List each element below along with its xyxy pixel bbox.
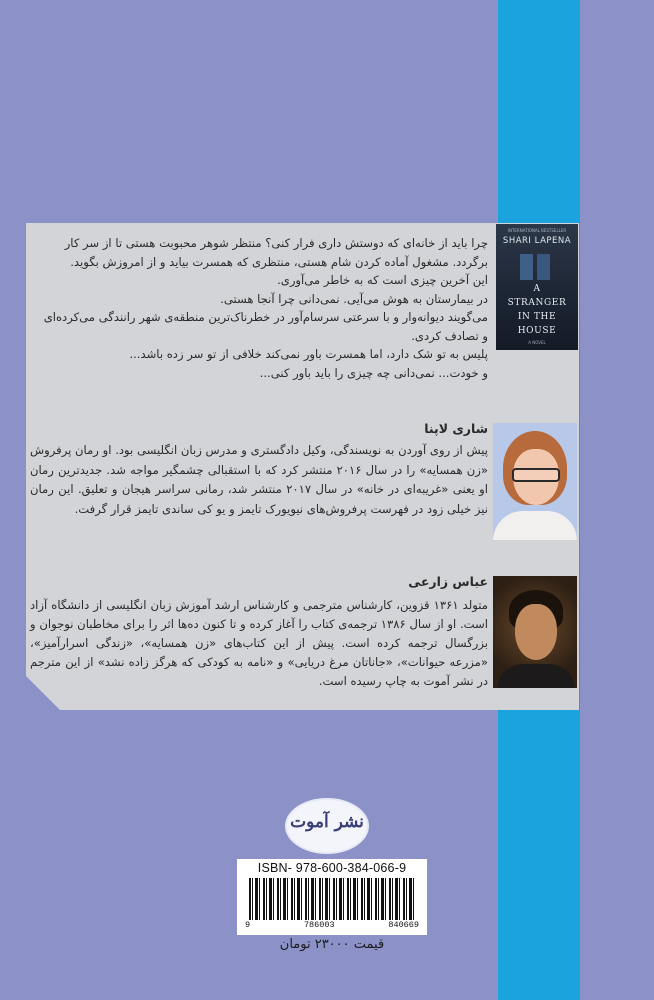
publisher-logo [287,800,367,852]
cover-author: SHARI LAPENA [502,236,572,246]
cover-title [500,282,574,338]
author-photo [493,423,577,540]
blurb-line: چرا باید از خانه‌ای که دوستش داری فرار کنی؟ منتظر شوهر محبوبت هستی تا از سر کار [64,236,488,250]
right-edge-band [580,0,654,1000]
cover-window [520,254,533,280]
blurb-line: می‌گویند دیوانه‌وار و با سرعتی سرسام‌آور در خطرناک‌ترین منطقه‌ی شهر رانندگی می‌کرده‌ای [43,310,488,324]
barcode-digits [239,920,425,930]
isbn-barcode-block [237,859,427,935]
blurb-line: پلیس به تو شک دارد، اما همسرت باور نمی‌کند خلافی از تو سر زده باشد... [129,347,488,361]
translator-bio: متولد ۱۳۶۱ قزوین، کارشناس مترجمی و کارشناس ارشد آموزش زبان انگلیسی از دانشگاه آزاد است. او از سال ۱۳۸۶ ترجمه‌ی کتاب را آغاز کرده و تا کنون ده‌ها اثر را برای مخاطبان نوجوان و بزرگسال ترجمه کرده است. پیش از این کتاب‌های «زن همسایه»، «زندگی اسرارآمیز»، «مزرعه حیوانات»، «جاناتان مرغ دریایی» و «نامه به کودکی که هرگز زاده نشد» از این مترجم در نشر آموت به چاپ رسیده است. [30,598,488,688]
barcode [249,878,417,920]
publisher-logo-text: نشر آموت [290,812,364,832]
cover-title-line: HOUSE [517,326,557,336]
cover-window [537,254,550,280]
blurb-line: برگردد. مشغول آماده کردن شام هستی، منتظری که همسرت بیاید و از امروزش بگوید. [70,254,488,269]
barcode-digit-right: 840669 [388,920,419,930]
author-name: شاری لاپنا [424,421,488,436]
book-cover-thumbnail [496,224,578,350]
cover-title-line: STRANGER [507,298,567,308]
isbn-text: ISBN- 978-600-384-066-9 [257,861,407,875]
cover-title-line: A [533,284,541,294]
book-blurb [30,234,488,382]
author-bio: پیش از روی آوردن به نویسندگی، وکیل دادگستری و مدرس زبان انگلیسی بود. او رمان پرفروش «زن همسایه» را در سال ۲۰۱۶ منتشر کرد که با استقبالی چشمگیر مواجه شد. جدیدترین رمان او یعنی «غریبه‌ای در خانه» در سال ۲۰۱۷ منتشر شد، رمانی سراسر هیجان و تعلیق. این رمان نیز خیلی زود در فهرست پرفروش‌های نیویورک تایمز و یو کی ساندی تایمز قرار گرفت. [30,443,488,516]
blurb-line: و خودت... نمی‌دانی چه چیزی را باید باور کنی... [259,365,488,380]
glasses-icon [512,468,560,482]
cover-top-line: INTERNATIONAL BESTSELLER [507,228,567,233]
barcode-digit-left: 9 [245,920,251,930]
translator-name: عباس زارعی [408,574,488,589]
price-label: قیمت ۲۳۰۰۰ تومان [279,937,385,952]
blurb-line: و تصادف کردی. [411,328,488,343]
cover-title-line: IN THE [517,312,557,322]
cover-subtitle: A NOVEL [528,340,546,345]
blurb-line: در بیمارستان به هوش می‌آیی. نمی‌دانی چرا آنجا هستی. [220,291,488,306]
blurb-line: این آخرین چیزی است که به خاطر می‌آوری. [277,273,488,287]
barcode-digit-mid: 786003 [303,920,335,930]
translator-photo [493,576,577,688]
